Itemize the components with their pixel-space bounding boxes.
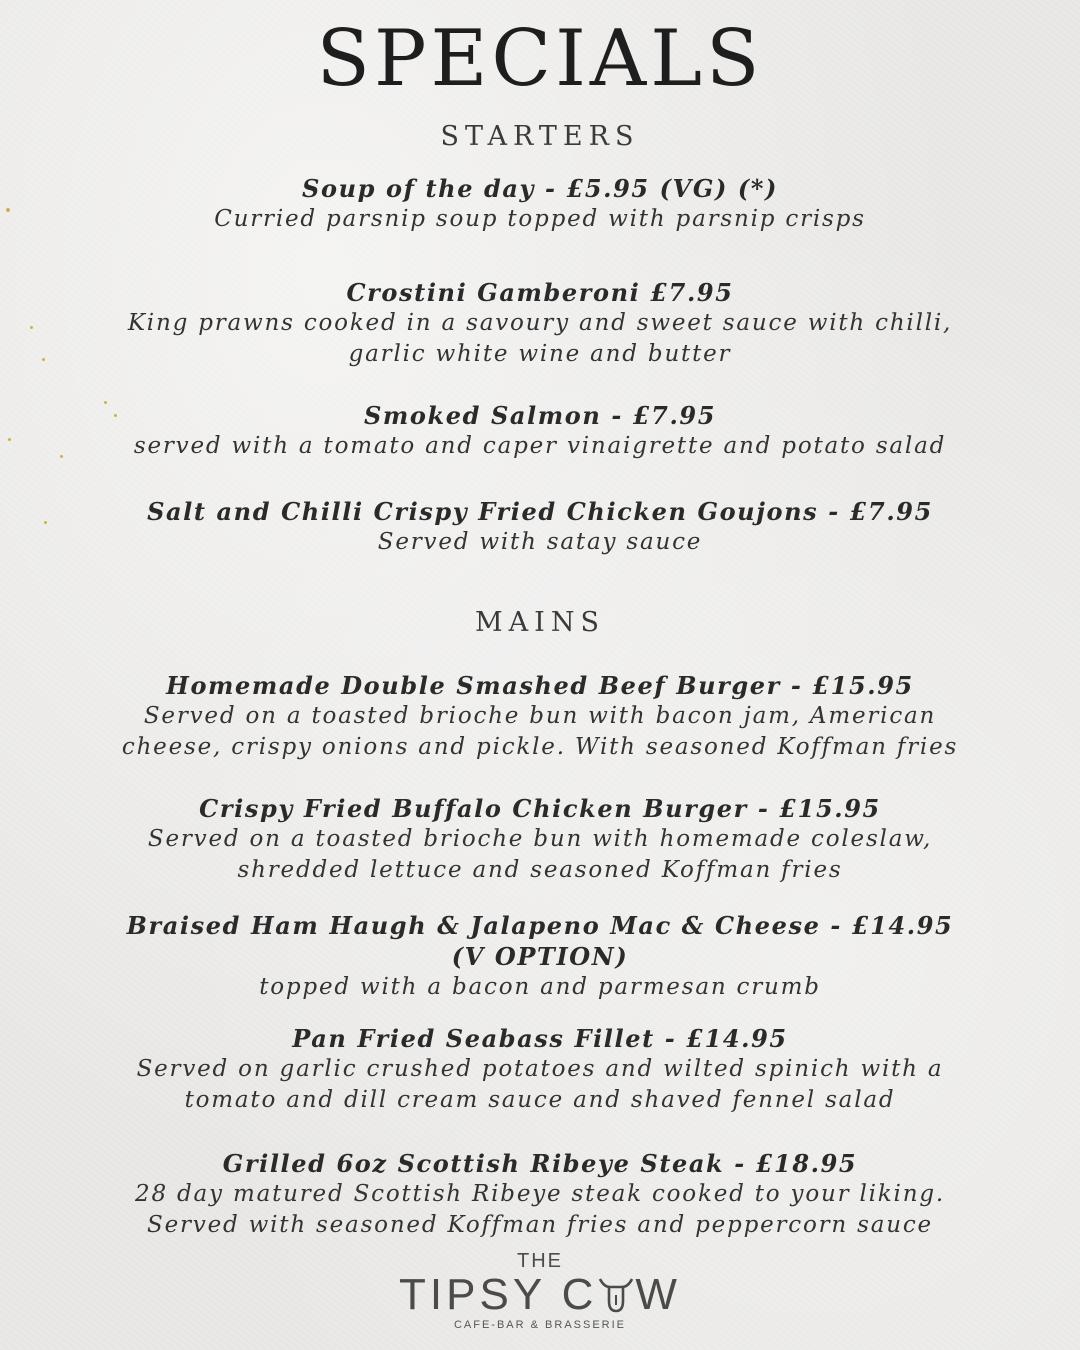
item-description: Curried parsnip soup topped with parsnip crisps: [214, 206, 866, 232]
menu-item: [40, 173, 1040, 235]
item-description: 28 day matured Scottish Ribeye steak cooked to your liking. Served with seasoned Koffman fries and peppercorn sauce: [135, 1181, 945, 1238]
item-description: Served on garlic crushed potatoes and wilted spinich with a tomato and dill cream sauce and shaved fennel salad: [136, 1056, 944, 1113]
item-description: Served on a toasted brioche bun with bacon jam, American cheese, crispy onions and pickle. With seasoned Koffman fries: [121, 703, 959, 760]
menu-item: [40, 910, 1040, 1003]
mains-heading: MAINS: [475, 607, 605, 638]
item-description: served with a tomato and caper vinaigrette and potato salad: [133, 433, 947, 459]
page-title: SPECIALS: [316, 14, 764, 104]
menu-item: [40, 496, 1040, 558]
item-name: Braised Ham Haugh & Jalapeno Mac & Cheese - £14.95 (V OPTION): [126, 911, 954, 971]
logo-word-part: W: [635, 1270, 681, 1319]
item-name: Homemade Double Smashed Beef Burger - £15.95: [166, 671, 914, 700]
item-description: topped with a bacon and parmesan crumb: [259, 974, 821, 1000]
logo-the: THE: [517, 1250, 563, 1272]
gold-fleck: [30, 326, 33, 329]
item-name: Soup of the day - £5.95 (VG) (*): [302, 174, 778, 203]
item-name: Crispy Fried Buffalo Chicken Burger - £15.95: [199, 794, 881, 823]
item-name: Crostini Gamberoni £7.95: [346, 278, 734, 307]
menu-item: [40, 670, 1040, 763]
menu-item: [40, 1148, 1040, 1241]
item-name: Smoked Salmon - £7.95: [363, 401, 717, 430]
item-description: Served on a toasted brioche bun with homemade coleslaw, shredded lettuce and seasoned Koffman fries: [147, 826, 933, 883]
item-description: King prawns cooked in a savoury and sweet sauce with chilli, garlic white wine and butter: [127, 310, 953, 367]
item-name: Grilled 6oz Scottish Ribeye Steak - £18.95: [222, 1149, 858, 1178]
starters-heading: STARTERS: [440, 121, 640, 152]
gold-fleck: [6, 208, 10, 212]
menu-item: [40, 277, 1040, 370]
item-name: Pan Fried Seabass Fillet - £14.95: [292, 1024, 788, 1053]
menu-item: [40, 1023, 1040, 1116]
item-description: Served with satay sauce: [377, 529, 703, 555]
gold-fleck: [8, 438, 11, 441]
tipsy-cow-logo: [340, 1250, 740, 1332]
logo-wordmark: [340, 1272, 740, 1318]
item-name: Salt and Chilli Crispy Fried Chicken Goujons - £7.95: [147, 497, 933, 526]
logo-subtitle: CAFE-BAR & BRASSERIE: [453, 1319, 627, 1331]
cow-head-icon: [598, 1275, 634, 1315]
menu-item: [40, 400, 1040, 462]
logo-word-part: TIPSY C: [399, 1270, 598, 1319]
menu-item: [40, 793, 1040, 886]
